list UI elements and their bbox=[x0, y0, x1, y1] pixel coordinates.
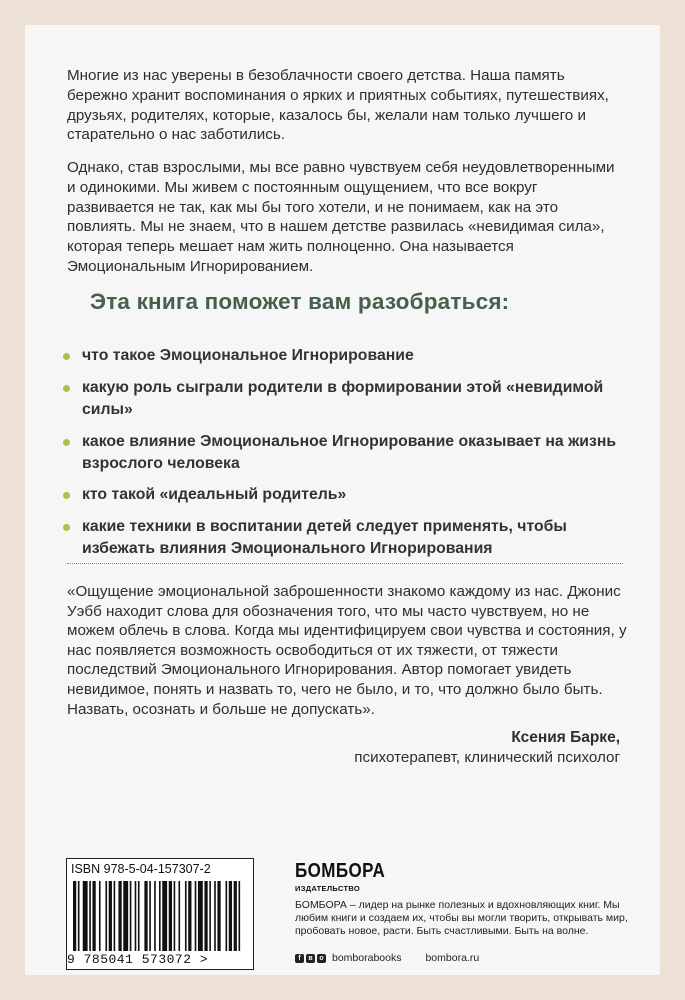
barcode-bar bbox=[99, 881, 101, 951]
barcode-bar bbox=[169, 881, 172, 951]
barcode-bar bbox=[89, 881, 91, 951]
barcode-bar bbox=[174, 881, 176, 951]
social-handle[interactable]: bomborabooks bbox=[332, 952, 402, 964]
isbn-label: ISBN 978-5-04-157307-2 bbox=[71, 862, 211, 876]
bullet-dot-icon bbox=[63, 385, 70, 392]
publisher-description: БОМБОРА – лидер на рынке полезных и вдохновляющих книг. Мы любим книги и создаем их, чтобы вы могли творить, открывать мир, пробовать новое, расти. Быть счастливыми. Быть на волне. bbox=[295, 899, 628, 937]
benefit-text: какие техники в воспитании детей следует применять, чтобы избежать влияния Эмоционального Игнорирования bbox=[82, 518, 567, 557]
benefit-text: кто такой «идеальный родитель» bbox=[82, 486, 347, 503]
publisher-website-link[interactable]: bombora.ru bbox=[425, 952, 480, 964]
benefit-text: какую роль сыграли родители в формировании этой «невидимой силы» bbox=[82, 379, 604, 418]
barcode-bar bbox=[159, 881, 161, 951]
intro-paragraph-2: Однако, став взрослыми, мы все равно чувствуем себя неудовлетворенными и одинокими. Мы живем с постоянным ощущением, что все вокруг развивается не так, как мы бы того хотели, и не понимаем, как на это повлиять. Мы не знаем, что в нашем детстве развилась «невидимая сила», которая теперь мешает нам жить полноценно. Она называется Эмоциональным Игнорированием. bbox=[67, 159, 615, 275]
barcode-bar bbox=[209, 881, 211, 951]
review-quote: «Ощущение эмоциональной заброшенности знакомо каждому из нас. Джонис Уэбб находит слова для обозначения того, что мы часто чувствуем, но не можем облечь в слова. Когда мы идентифицируем свои чувства и состояния, у нас появляется возможность освободиться от их тяжести, от тяжести последствий Эмоционального Игнорирования. Автор помогает увидеть невидимое, понять и назвать то, чего не было, и то, что должно было быть. Назвать, осознать и больше не допускать». bbox=[67, 583, 627, 718]
intro-paragraph-1: Многие из нас уверены в безоблачности своего детства. Наша память бережно хранит воспоминания о ярких и приятных событиях, путешествиях, друзьях, родителях, которые, казалось бы, желали нам только лучшего и старательно о нас заботились. bbox=[67, 67, 609, 144]
barcode-bar bbox=[239, 881, 241, 951]
review-author: Ксения Барке, bbox=[511, 729, 620, 746]
barcode-bar bbox=[118, 881, 121, 951]
barcode-bar bbox=[114, 881, 116, 951]
barcode-bar bbox=[149, 881, 151, 951]
barcode-bar bbox=[154, 881, 156, 951]
barcode-bar bbox=[123, 881, 128, 951]
barcode-bar bbox=[144, 881, 147, 951]
barcode-bar bbox=[105, 881, 107, 951]
barcode-bar bbox=[109, 881, 112, 951]
barcode-bar bbox=[92, 881, 95, 951]
barcode-bar bbox=[83, 881, 88, 951]
bullet-dot-icon bbox=[63, 524, 70, 531]
dotted-divider bbox=[67, 563, 623, 564]
facebook-icon[interactable]: f bbox=[295, 954, 304, 963]
bullet-dot-icon bbox=[63, 439, 70, 446]
benefits-heading: Эта книга поможет вам разобраться: bbox=[90, 289, 510, 314]
barcode-bar bbox=[135, 881, 137, 951]
barcode-block bbox=[66, 858, 254, 970]
barcode-bar bbox=[185, 881, 187, 951]
barcode-bar bbox=[234, 881, 237, 951]
review-author-role: психотерапевт, клинический психолог bbox=[354, 749, 620, 766]
publisher-contacts bbox=[295, 952, 479, 964]
barcode-bar bbox=[188, 881, 191, 951]
barcode-bar bbox=[229, 881, 232, 951]
bullet-dot-icon bbox=[63, 353, 70, 360]
barcode-bar bbox=[214, 881, 216, 951]
barcode-number: 9 785041 573072 > bbox=[67, 952, 209, 967]
barcode-bar bbox=[198, 881, 203, 951]
barcode-bar bbox=[162, 881, 167, 951]
barcode-icon bbox=[73, 881, 245, 951]
odnoklassniki-icon[interactable]: о bbox=[317, 954, 326, 963]
barcode-bar bbox=[73, 881, 76, 951]
benefit-text: какое влияние Эмоциональное Игнорирование оказывает на жизнь взрослого человека bbox=[82, 433, 617, 472]
benefit-text: что такое Эмоциональное Игнорирование bbox=[82, 347, 414, 364]
barcode-bar bbox=[178, 881, 180, 951]
barcode-bar bbox=[130, 881, 132, 951]
publisher-logo-subtitle: ИЗДАТЕЛЬСТВО bbox=[295, 884, 360, 893]
barcode-bar bbox=[138, 881, 140, 951]
publisher-logo: БОМБОРА bbox=[295, 860, 386, 882]
bullet-dot-icon bbox=[63, 492, 70, 499]
back-cover bbox=[25, 25, 660, 975]
barcode-bar bbox=[217, 881, 220, 951]
barcode-bar bbox=[204, 881, 207, 951]
vk-icon[interactable]: в bbox=[306, 954, 315, 963]
barcode-bar bbox=[226, 881, 228, 951]
barcode-bar bbox=[195, 881, 197, 951]
barcode-bar bbox=[78, 881, 80, 951]
